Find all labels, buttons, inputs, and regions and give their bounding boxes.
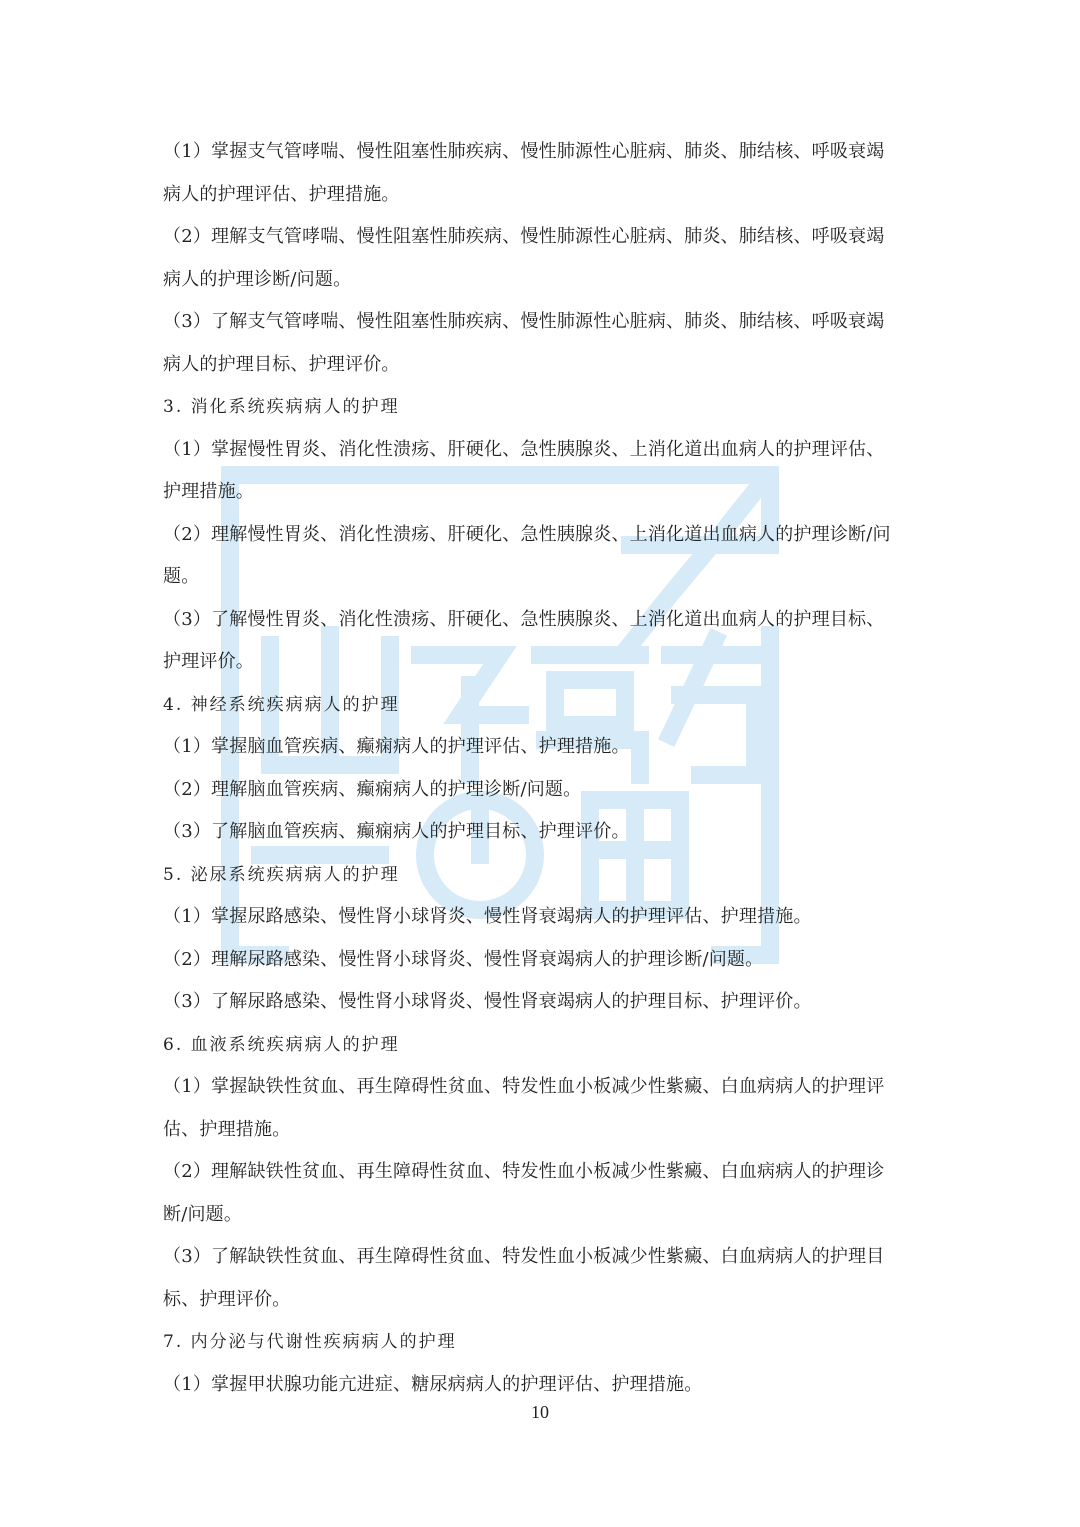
section-heading: 4. 神经系统疾病病人的护理: [163, 694, 400, 715]
text-line: 病人的护理目标、护理评价。: [163, 353, 400, 375]
section-heading: 3. 消化系统疾病病人的护理: [163, 397, 400, 417]
text-line: （2）理解脑血管疾病、癫痫病人的护理诊断/问题。: [163, 778, 582, 800]
text-line: 标、护理评价。: [163, 1288, 291, 1310]
page-number: 10: [531, 1402, 549, 1422]
text-line: 估、护理措施。: [163, 1118, 291, 1140]
text-line: （2）理解慢性胃炎、消化性溃疡、肝硬化、急性胰腺炎、上消化道出血病人的护理诊断/问: [163, 523, 891, 545]
text-line: （1）掌握尿路感染、慢性肾小球肾炎、慢性肾衰竭病人的护理评估、护理措施。: [163, 906, 812, 927]
section-heading: 5. 泌尿系统疾病病人的护理: [163, 864, 400, 885]
text-line: （2）理解缺铁性贫血、再生障碍性贫血、特发性血小板减少性紫癜、白血病病人的护理诊: [163, 1161, 885, 1182]
document-body: [163, 131, 919, 1406]
text-line: （1）掌握缺铁性贫血、再生障碍性贫血、特发性血小板减少性紫癜、白血病病人的护理评: [163, 1076, 885, 1097]
section-heading: 6. 血液系统疾病病人的护理: [163, 1034, 400, 1055]
text-line: （1）掌握甲状腺功能亢进症、糖尿病病人的护理评估、护理措施。: [163, 1373, 703, 1395]
text-line: 护理措施。: [163, 481, 254, 502]
text-line: （1）掌握支气管哮喘、慢性阻塞性肺疾病、慢性肺源性心脏病、肺炎、肺结核、呼吸衰竭: [163, 141, 885, 162]
section-heading: 7. 内分泌与代谢性疾病病人的护理: [163, 1332, 457, 1352]
text-line: （3）了解尿路感染、慢性肾小球肾炎、慢性肾衰竭病人的护理目标、护理评价。: [163, 991, 812, 1012]
text-line: （1）掌握脑血管疾病、癫痫病人的护理评估、护理措施。: [163, 736, 630, 757]
text-line: 题。: [163, 566, 200, 587]
text-line: （2）理解支气管哮喘、慢性阻塞性肺疾病、慢性肺源性心脏病、肺炎、肺结核、呼吸衰竭: [163, 226, 885, 247]
text-line: 断/问题。: [163, 1203, 243, 1225]
text-line: （3）了解缺铁性贫血、再生障碍性贫血、特发性血小板减少性紫癜、白血病病人的护理目: [163, 1246, 885, 1267]
text-line: （3）了解慢性胃炎、消化性溃疡、肝硬化、急性胰腺炎、上消化道出血病人的护理目标、: [163, 608, 885, 630]
text-line: 病人的护理诊断/问题。: [163, 268, 352, 290]
text-line: 护理评价。: [163, 651, 254, 672]
text-line: （3）了解支气管哮喘、慢性阻塞性肺疾病、慢性肺源性心脏病、肺炎、肺结核、呼吸衰竭: [163, 311, 885, 332]
text-line: 病人的护理评估、护理措施。: [163, 183, 400, 205]
text-line: （1）掌握慢性胃炎、消化性溃疡、肝硬化、急性胰腺炎、上消化道出血病人的护理评估、: [163, 438, 885, 460]
text-line: （3）了解脑血管疾病、癫痫病人的护理目标、护理评价。: [163, 821, 630, 842]
text-line: （2）理解尿路感染、慢性肾小球肾炎、慢性肾衰竭病人的护理诊断/问题。: [163, 948, 764, 970]
